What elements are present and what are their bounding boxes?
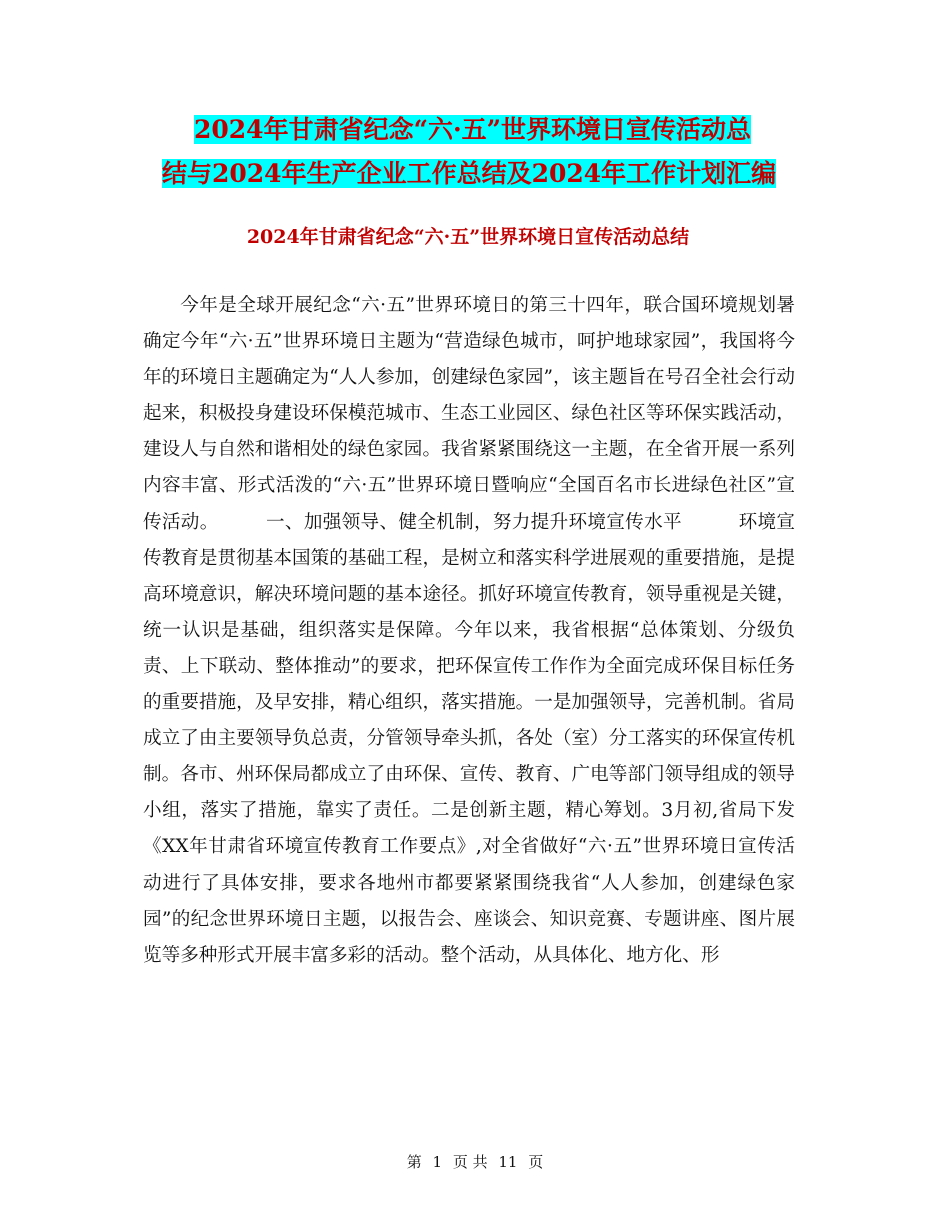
document-title-line-2	[150, 152, 830, 196]
document-title-line-1	[150, 108, 830, 152]
title-highlight: 结与2024年生产企业工作总结及2024年工作计划汇编	[162, 159, 777, 188]
title-highlight: 2024年甘肃省纪念“六·五”世界环境日宣传活动总	[194, 115, 752, 144]
document-title	[150, 108, 830, 196]
total-pages: 11	[498, 1153, 518, 1171]
page-label-mid: 页 共	[452, 1153, 488, 1171]
section-title: 2024年甘肃省纪念“六·五”世界环境日宣传活动总结	[246, 226, 690, 248]
page-label-suffix: 页	[528, 1153, 544, 1171]
page-footer	[0, 1152, 950, 1172]
body-paragraph: 今年是全球开展纪念“六·五”世界环境日的第三十四年，联合国环境规划暑确定今年“六·五”世界环境日主题为“营造绿色城市，呵护地球家园”，我国将今年的环境日主题确定为“人人参加，创建绿色家园”，该主题旨在号召全社会行动起来，积极投身建设环保模范城市、生态工业园区、绿色社区等环保实践活动，建设人与自然和谐相处的绿色家园。我省紧紧围绕这一主题，在全省开展一系列内容丰富、形式活泼的“六·五”世界环境日暨响应“全国百名市长进绿色社区”宣传活动。 一、加强领导、健全机制，努力提升环境宣传水平 环境宣传教育是贯彻基本国策的基础工程，是树立和落实科学进展观的重要措施，是提高环境意识，解决环境问题的基本途径。抓好环境宣传教育，领导重视是关键，统一认识是基础，组织落实是保障。今年以来，我省根据“总体策划、分级负责、上下联动、整体推动”的要求，把环保宣传工作作为全面完成环保目标任务的重要措施，及早安排，精心组织，落实措施。一是加强领导，完善机制。省局成立了由主要领导负总责，分管领导牵头抓，各处（室）分工落实的环保宣传机制。各市、州环保局都成立了由环保、宣传、教育、广电等部门领导组成的领导小组，落实了措施，靠实了责任。二是创新主题，精心筹划。3月初,省局下发《XX年甘肃省环境宣传教育工作要点》,对全省做好“六·五”世界环境日宣传活动进行了具体安排，要求各地州市都要紧紧围绕我省“人人参加，创建绿色家园”的纪念世界环境日主题，以报告会、座谈会、知识竞赛、专题讲座、图片展览等多种形式开展丰富多彩的活动。整个活动，从具体化、地方化、形	[143, 295, 795, 966]
page-number: 1	[432, 1153, 443, 1171]
page-label-prefix: 第	[406, 1153, 422, 1171]
